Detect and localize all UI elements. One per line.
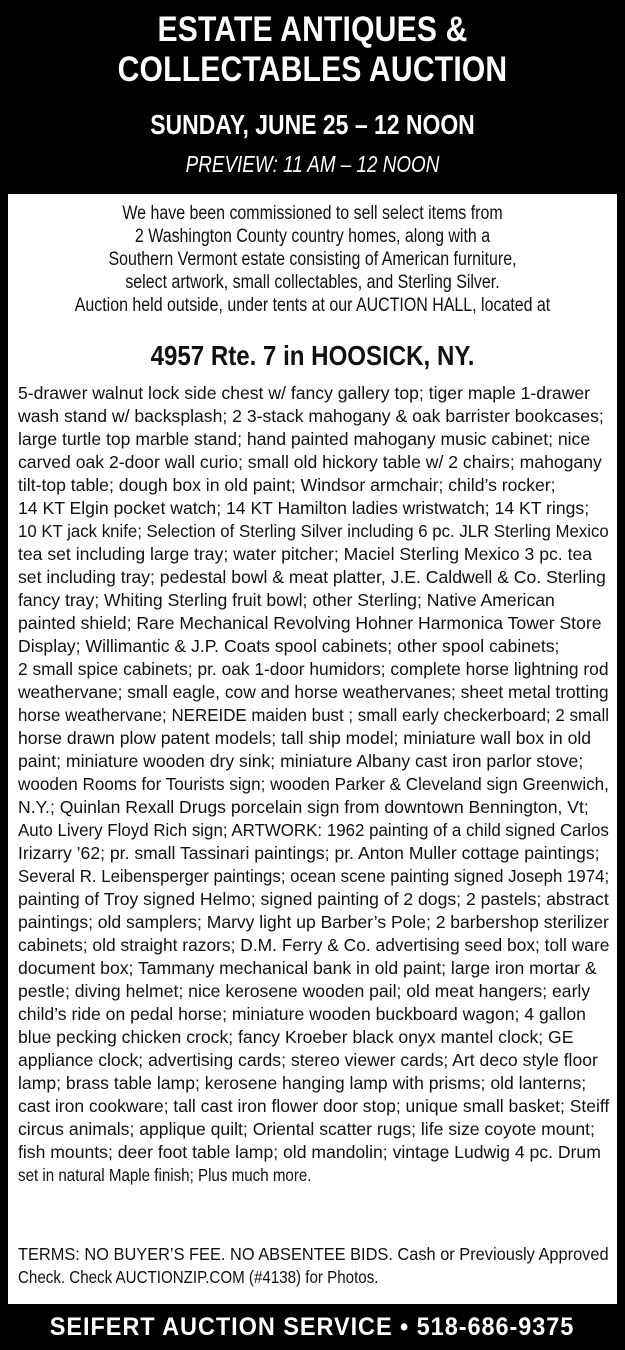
intro-line: Auction held outside, under tents at our AUCTION HALL, located at: [74, 295, 551, 316]
item-line: document box; Tammany mechanical bank in old paint; large iron mortar &: [18, 958, 597, 978]
item-line: wooden Rooms for Tourists sign; wooden Parker & Cleveland sign Greenwich,: [18, 774, 609, 794]
item-line: pestle; diving helmet; nice kerosene wooden pail; old meat hangers; early: [18, 981, 591, 1001]
item-line: cast iron cookware; tall cast iron flower door stop; unique small basket; Steiff: [18, 1096, 610, 1116]
item-line: horse weathervane; NEREIDE maiden bust ; small early checkerboard; 2 small: [18, 705, 610, 725]
terms-line: TERMS: NO BUYER’S FEE. NO ABSENTEE BIDS. Cash or Previously Approved: [18, 1244, 609, 1264]
ad-body: [8, 194, 617, 1304]
item-line: blue pecking chicken crock; fancy Kroeber black onyx mantel clock; GE: [18, 1027, 574, 1047]
item-line: Auto Livery Floyd Rich sign; ARTWORK: 1962 painting of a child signed Carlos: [18, 820, 609, 840]
item-line: Several R. Leibensperger paintings; ocean scene painting signed Joseph 1974;: [18, 866, 610, 886]
item-line: set in natural Maple finish; Plus much more.: [18, 1165, 312, 1185]
item-line: 14 KT Elgin pocket watch; 14 KT Hamilton ladies wristwatch; 14 KT rings;: [18, 498, 590, 518]
header-banner: [0, 0, 625, 192]
item-line: tea set including large tray; water pitcher; Maciel Sterling Mexico 3 pc. tea: [18, 544, 593, 564]
terms-line: Check. Check AUCTIONZIP.COM (#4138) for Photos.: [18, 1267, 379, 1287]
intro-line: Southern Vermont estate consisting of American furniture,: [108, 249, 517, 270]
item-line: fancy tray; Whiting Sterling fruit bowl; other Sterling; Native American: [18, 590, 555, 610]
intro-line: 2 Washington County country homes, along with a: [134, 226, 491, 247]
footer-banner: [0, 1304, 625, 1350]
item-line: 10 KT jack knife; Selection of Sterling Silver including 6 pc. JLR Sterling Mexico: [18, 521, 609, 541]
item-line: lamp; brass table lamp; kerosene hanging lamp with prisms; old lanterns;: [18, 1073, 587, 1093]
item-line: carved oak 2-door wall curio; small old hickory table w/ 2 chairs; mahogany: [18, 452, 602, 472]
item-line: weathervane; small eagle, cow and horse weathervanes; sheet metal trotting: [18, 682, 609, 702]
item-line: circus animals; applique quilt; Oriental scatter rugs; life size coyote mount;: [18, 1119, 595, 1139]
title-line-2: COLLECTABLES AUCTION: [117, 50, 508, 89]
auction-date: SUNDAY, JUNE 25 – 12 NOON: [150, 109, 475, 140]
intro-line: select artwork, small collectables, and Sterling Silver.: [125, 272, 500, 293]
item-line: painting of Troy signed Helmo; signed painting of 2 dogs; 2 pastels; abstract: [18, 889, 609, 909]
item-line: horse drawn plow patent models; tall ship model; miniature wall box in old: [18, 728, 592, 748]
item-line: set including tray; pedestal bowl & meat platter, J.E. Caldwell & Co. Sterling: [18, 567, 606, 587]
item-line: appliance clock; advertising cards; stereo viewer cards; Art deco style floor: [18, 1050, 598, 1070]
item-line: 2 small spice cabinets; pr. oak 1-door humidors; complete horse lightning rod: [18, 659, 609, 679]
terms-paragraph: [18, 1243, 609, 1289]
item-line: painted shield; Rare Mechanical Revolving Hohner Harmonica Tower Store: [18, 613, 602, 633]
auction-location: 4957 Rte. 7 in HOOSICK, NY.: [150, 340, 475, 371]
preview-time: PREVIEW: 11 AM – 12 NOON: [185, 151, 440, 177]
item-line: tilt-top table; dough box in old paint; Windsor armchair; child’s rocker;: [18, 475, 556, 495]
item-line: N.Y.; Quinlan Rexall Drugs porcelain sign from downtown Bennington, Vt;: [18, 797, 589, 817]
ad-title: [44, 10, 582, 90]
item-line: fish mounts; deer foot table lamp; old mandolin; vintage Ludwig 4 pc. Drum: [18, 1142, 601, 1162]
intro-line: We have been commissioned to sell select items from: [122, 203, 503, 224]
item-line: Irizarry ’62; pr. small Tassinari paintings; pr. Anton Muller cottage paintings;: [18, 843, 600, 863]
item-line: large turtle top marble stand; hand painted mahogany music cabinet; nice: [18, 429, 591, 449]
item-line: paint; miniature wooden dry sink; miniature Albany cast iron parlor stove;: [18, 751, 584, 771]
item-line: 5-drawer walnut lock side chest w/ fancy gallery top; tiger maple 1-drawer: [18, 383, 591, 403]
item-list: [18, 382, 609, 1187]
item-line: paintings; old samplers; Marvy light up Barber’s Pole; 2 barbershop sterilizer: [18, 912, 609, 932]
item-line: child’s ride on pedal horse; miniature wooden buckboard wagon; 4 gallon: [18, 1004, 586, 1024]
item-line: Display; Willimantic & J.P. Coats spool cabinets; other spool cabinets;: [18, 636, 560, 656]
item-line: cabinets; old straight razors; D.M. Ferry & Co. advertising seed box; toll ware: [18, 935, 610, 955]
company-contact: SEIFERT AUCTION SERVICE • 518-686-9375: [50, 1313, 575, 1341]
intro-paragraph: [8, 202, 617, 317]
item-line: wash stand w/ backsplash; 2 3-stack mahogany & oak barrister bookcases;: [18, 406, 604, 426]
title-line-1: ESTATE ANTIQUES &: [157, 10, 468, 49]
